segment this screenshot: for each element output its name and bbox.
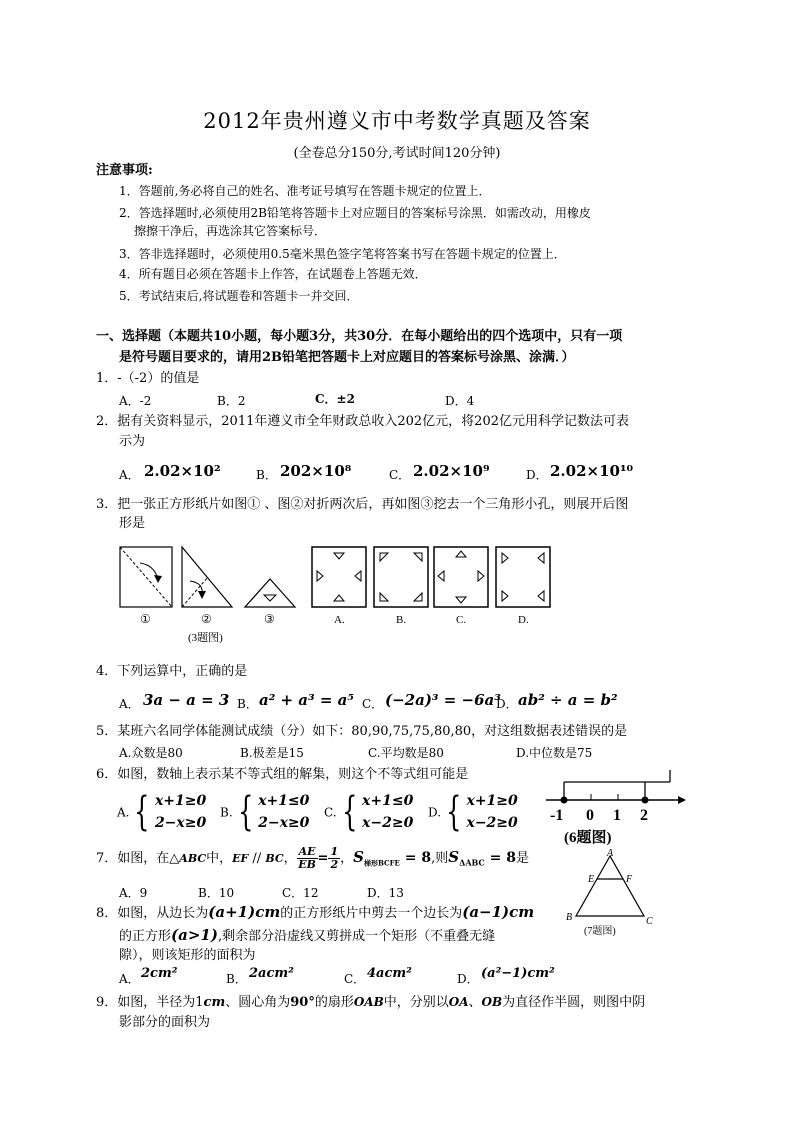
closed-dot [642, 797, 649, 804]
q6-label-d: D. [428, 805, 442, 820]
note-item: 2．答选择题时,必须使用2B铅笔将答题卡上对应题目的答案标号涂黑．如需改动，用橡皮 [119, 206, 591, 220]
q1-option-d: D．4 [445, 394, 475, 408]
q9-text: 为直径作半圆，则图中阴 [502, 995, 646, 1010]
option-a-figure [312, 547, 366, 607]
q2-label-a: A． [119, 468, 140, 482]
q2-option-c: 2.02×10⁹ [413, 462, 490, 480]
triangle-figure [560, 848, 660, 938]
q8-option-c: 4acm² [367, 966, 412, 981]
q4-option-a: 3a − a = 3 [143, 691, 230, 709]
fig-label: C. [456, 614, 467, 626]
option-c-figure [434, 547, 488, 607]
q4-option-c: (−2a)³ = −6a³ [385, 691, 501, 709]
arrow-head [154, 575, 162, 583]
q2-label-b: B． [256, 468, 277, 482]
q4-option-b: a² + a³ = a⁵ [259, 691, 354, 709]
q6-d-line1: x+1≥0 [466, 793, 518, 809]
fig-caption: (3题图) [188, 632, 223, 644]
q9-text: 中，分别以 [383, 995, 449, 1010]
page-title: 2012年贵州遵义市中考数学真题及答案 [203, 109, 591, 133]
q3-stem: 3．把一张正方形纸片如图① 、图②对折两次后，再如图③挖去一个三角形小孔，则展开后图 [96, 497, 629, 512]
q9-text: 、 [468, 995, 482, 1010]
tick-label: 1 [613, 807, 621, 824]
q4-label-b: B． [237, 697, 258, 711]
fold-line [120, 547, 172, 607]
q2-stem-cont: 示为 [119, 434, 146, 449]
fig-caption: (7题图) [584, 926, 616, 937]
q8-option-b: 2acm² [249, 966, 294, 981]
arrow-head [198, 591, 206, 599]
q7-then: ,则 [431, 851, 449, 866]
hole-triangle [264, 595, 276, 601]
q1-stem: 1．-（-2）的值是 [96, 371, 200, 386]
section-heading: 一、选择题（本题共10小题，每小题3分，共30分．在每小题给出的四个选项中，只有一项 [96, 329, 623, 344]
vertex-label: F [626, 874, 633, 885]
tick-label: -1 [550, 807, 564, 824]
q7-triangle: ABC [179, 852, 207, 865]
q9-math: 90° [290, 995, 315, 1010]
q8-stem-cont [119, 927, 495, 945]
q6-c-line2: x−2≥0 [362, 815, 414, 831]
q7-bc: BC [265, 852, 284, 865]
q6-d-line2: x−2≥0 [466, 815, 518, 831]
q2-stem: 2．据有关资料显示，2011年遵义市全年财政总收入202亿元，将202亿元用科学记数法可表 [96, 414, 629, 429]
q8-math: (a−1)cm [462, 903, 535, 921]
fig-label: A. [334, 614, 345, 626]
q7-option-a: A．9 [119, 886, 148, 900]
q9-math: cm [203, 995, 226, 1010]
q8-label-a: A． [119, 972, 140, 986]
q4-stem: 4．下列运算中，正确的是 [96, 664, 248, 679]
q7-s1-sub: 梯形BCFE [363, 858, 400, 868]
option-d-figure [496, 547, 550, 607]
closed-dot [561, 797, 568, 804]
q7-eq: = [317, 851, 329, 866]
q7-half: $\frac{1}{2}$ [330, 845, 339, 871]
q5-stem: 5．某班六名同学体能测试成绩（分）如下：80,90,75,75,80,80，对这组数据表述错误的是 [96, 724, 628, 739]
q6-a-line1: x+1≥0 [154, 793, 207, 809]
fig-label: ① [140, 612, 151, 626]
q1-option-c: C．±2 [315, 392, 355, 406]
q8-math: (a+1)cm [208, 903, 281, 921]
q6-option-b: B. { x+1≤0 2−x≥0 [220, 789, 310, 835]
q9-text: 9．如图，半径为1 [96, 995, 204, 1010]
q8-label-d: D． [457, 972, 479, 986]
q8-text: 的正方形纸片中剪去一个边长为 [280, 906, 463, 921]
tick-label: 0 [586, 807, 594, 824]
option-b-figure [374, 547, 428, 607]
q7-tail: 是 [516, 851, 530, 866]
tick-label: 2 [640, 807, 648, 824]
q6-a-line2: 2−x≥0 [154, 815, 207, 831]
q2-option-b: 202×10⁸ [280, 462, 352, 480]
page-subtitle: (全卷总分150分,考试时间120分钟) [293, 146, 501, 161]
note-item: 3．答非选择题时，必须使用0.5毫米黑色签字笔将答案书写在答题卡规定的位置上． [119, 247, 566, 261]
q6-c-line1: x+1≤0 [362, 793, 414, 809]
section-heading-cont: 是符号题目要求的，请用2B铅笔把答题卡上对应题目的答案标号涂黑、涂满．） [119, 350, 575, 365]
q8-text: 的正方形 [119, 929, 172, 944]
q3-figure [112, 543, 552, 645]
q5-option-d: D.中位数是75 [516, 746, 593, 760]
number-line-figure [540, 768, 688, 850]
q9-text: 的扇形 [314, 995, 354, 1010]
q8-label-c: C． [344, 972, 366, 986]
q9-math: OA [448, 995, 469, 1009]
note-item: 1．答题前,务必将自己的姓名、准考证号填写在答题卡规定的位置上． [119, 184, 491, 198]
fig-label: D. [518, 614, 529, 626]
q7-text: 7．如图，在△ [96, 851, 180, 866]
fig-label: ③ [264, 612, 275, 626]
q7-s2-eq: = 8 [484, 850, 517, 866]
triangle-abc [576, 856, 644, 916]
q6-b-line1: x+1≤0 [258, 793, 310, 809]
q3-stem-cont: 形是 [119, 516, 146, 531]
q9-text: 、圆心角为 [225, 995, 291, 1010]
vertex-label: B [566, 912, 573, 923]
q5-option-a: A.众数是80 [119, 746, 183, 760]
q1-option-b: B．2 [217, 394, 246, 408]
notes-heading: 注意事项: [96, 163, 153, 178]
q6-b-line2: 2−x≥0 [258, 815, 310, 831]
q8-label-b: B． [226, 972, 247, 986]
q2-option-a: 2.02×10² [144, 462, 221, 480]
q4-option-d: ab² ÷ a = b² [518, 691, 618, 709]
q6-label-c: C. [324, 805, 337, 820]
q2-label-d: D． [526, 468, 548, 482]
note-item: 5．考试结束后,将试题卷和答题卡一并交回． [119, 289, 359, 303]
q7-s1-eq: = 8 [399, 850, 432, 866]
q7-s2: S [448, 848, 460, 866]
q6-option-a: A. { x+1≥0 2−x≥0 [117, 789, 207, 835]
q7-text: 中， [206, 851, 233, 866]
q6-option-d: D. { x+1≥0 x−2≥0 [428, 789, 518, 835]
q8-stem [96, 904, 534, 922]
q4-label-c: C． [362, 697, 384, 711]
q8-option-a: 2cm² [141, 966, 178, 981]
q7-stem: 7．如图，在△ABC中，EF // BC， $\frac{AE}{EB}$ = $\frac{1}{2}$ ，$S_{梯形BCFE} = 8$,则$S_{\Delta ABC} = 8$是 [96, 845, 530, 871]
q7-parallel: // [248, 851, 266, 866]
q2-option-d: 2.02×10¹⁰ [550, 462, 634, 480]
q9-stem [96, 994, 645, 1011]
q8-text: 8．如图，从边长为 [96, 906, 209, 921]
q7-option-c: C．12 [282, 886, 319, 900]
q9-math: OAB [353, 995, 384, 1009]
q8-option-d: (a²−1)cm² [481, 966, 555, 981]
note-item: 擦擦干净后，再选涂其它答案标号． [134, 224, 327, 238]
vertex-label: E [588, 874, 595, 885]
q1-option-a: A．-2 [119, 394, 152, 408]
q6-label-a: A. [117, 805, 130, 820]
q7-option-b: B．10 [198, 886, 235, 900]
q6-stem: 6．如图，数轴上表示某不等式组的解集，则这个不等式组可能是 [96, 767, 469, 782]
q7-ratio: $\frac{AE}{EB}$ [298, 845, 316, 871]
q7-s1: S [353, 848, 364, 866]
fig-label: ② [201, 612, 212, 626]
q9-stem-cont: 影部分的面积为 [119, 1015, 211, 1030]
vertex-label: C [646, 916, 653, 927]
q4-label-d: D． [496, 697, 518, 711]
q5-option-c: C.平均数是80 [368, 746, 444, 760]
q4-label-a: A． [119, 697, 140, 711]
axis-arrow [678, 796, 686, 804]
q2-label-c: C． [389, 468, 411, 482]
q6-option-c: C. { x+1≤0 x−2≥0 [324, 789, 414, 835]
q8-math: (a>1) [171, 926, 218, 944]
q7-option-d: D．13 [367, 886, 404, 900]
q7-s2-sub: ΔABC [459, 857, 485, 868]
q5-option-b: B.极差是15 [240, 746, 304, 760]
fig-caption: (6题图) [564, 830, 612, 846]
note-item: 4．所有题目必须在答题卡上作答，在试题卷上答题无效． [119, 267, 427, 281]
fig-label: B. [396, 614, 407, 626]
small-triangle [245, 579, 295, 607]
q9-math: OB [481, 995, 503, 1009]
q6-label-b: B. [220, 805, 233, 820]
vertex-label: A [607, 848, 614, 859]
q8-text: ,剩余部分沿虚线又剪拼成一个矩形（不重叠无缝 [217, 929, 496, 944]
q7-ef: EF [232, 852, 249, 865]
q8-stem-cont2: 隙），则该矩形的面积为 [119, 948, 256, 963]
